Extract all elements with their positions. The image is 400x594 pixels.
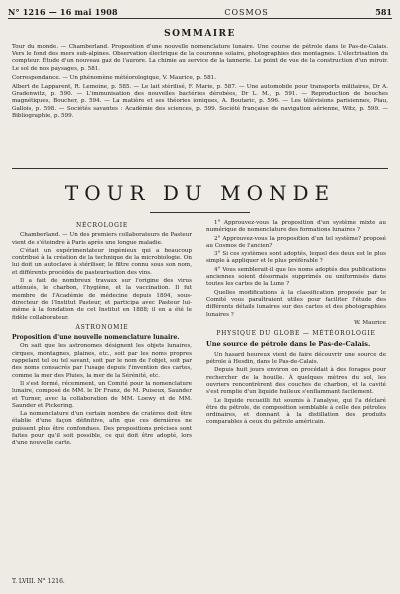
author-signature: W. Maurice [354, 319, 386, 326]
page-header [8, 6, 392, 19]
nomenclature-title: Proposition d'une nouvelle nomenclature lunaire. [12, 334, 180, 342]
petrole-paragraph: Depuis huit jours environ on procédait à des forages pour rechercher de la houille. À quelques mètres du sol, les ouvriers rencontrèrent des couches de charbon, et la cavité s'est remplie d'un liquide huileux s'enflammant facilement. [206, 367, 386, 396]
question-paragraph: 4° Vous semblerait-il que les noms adoptés des publications anciennes soient désormais supprimés ou uniformisés dans toutes les cartes de la Lune ? [206, 266, 386, 288]
nomenclature-paragraph: On sait que les astronomes désignent les objets lunaires, cirques, montagnes, plaines, etc., soit par les noms propres rappelant tel ou tel savant, soit par le nom de l'objet, soit par des noms consacrés par l'usage depuis l'invention des cartes, comme la mer des Pluies, la mer de la Sérénité, etc. [12, 343, 192, 379]
section-title: TOUR DU MONDE [64, 181, 336, 205]
sommaire-paragraph: Albert de Lapparent, R. Lemoine, p. 585. — Le lait stérilisé, F. Marie, p. 587. — Une automobile pour transports militaires, Dr A. Gradenwitz, p. 590. — L'immunisation des nouvelles bactéries dérobées, Dr L. M., p. 591. — Reproduction de bouches magnétiques, Boucher, p. 594. — La matière et ses théories ioniques, A. Boutaric, p. 596. — Les télévisions parisiennes, Piau, Gallois, p. 598. — Sociétés savantes : Académie des sciences, p. 599. Société française de navigation aérienne, Witz, p. 599. — Bibliographie, p. 599. [12, 84, 388, 119]
sommaire-body [12, 44, 388, 122]
nomenclature-paragraph: Il s'est formé, récemment, un Comité pour la nomenclature lunaire, composé de MM. le Dr Franz, de M. Puiseux, Saunder et Turner, avec la collaboration de MM. Loewy et de MM. Saunder et Pickering. [12, 380, 192, 409]
physique-heading: PHYSIQUE DU GLOBE — MÉTÉOROLOGIE [216, 330, 376, 338]
page-number: 581 [375, 7, 392, 17]
petrole-paragraph: Un hasard heureux vient de faire découvrir une source de pétrole à Hesdin, dans le Pas-de-Calais. [206, 351, 386, 366]
sommaire-paragraph: Correspondance. — Un phénomène météorologique, V. Maurice, p. 581. [12, 74, 216, 81]
left-column [12, 220, 192, 449]
issue-number: N° 1216 — 16 mai 1908 [8, 7, 118, 17]
question-paragraph: 3° Si ces systèmes sont adoptés, lequel des deux est le plus simple à appliquer et le plus préférable ? [206, 251, 386, 265]
volume-footer: T. LVIII. N° 1216. [12, 578, 65, 585]
petrole-paragraph: Le liquide recueilli fut soumis à l'analyse, qui l'a déclaré être du pétrole, de composition semblable à celle des pétroles ordinaires, et donnant à la distillation des produits comparables à ceux du pétrole américain. [206, 397, 386, 426]
petrole-title: Une source de pétrole dans le Pas-de-Calais. [206, 340, 371, 349]
nomenclature-paragraph: La nomenclature d'un certain nombre de cratères doit être établie d'une façon définitive, afin que ces dernières ne puissent plus être confondues. Des propositions précises sont faites pour qu'il soit possible, ce qui doit être adopté, lors d'une nouvelle carte. [12, 411, 192, 447]
necrologie-paragraph: Il a fait de nombreux travaux sur l'origine des virus atténués, le charbon, l'hygiène, et la vaccination. Il fut membre de l'Académie de médecine depuis 1894, sous-directeur de l'Institut Pasteur, et participa avec Pasteur lui-même à la fondation de cet Institut en 1888; il en a été le fidèle collaborateur. [12, 278, 192, 321]
question-paragraph: 2° Approuvez-vous la proposition d'un tel système? proposé au Cosmos de l'ancien? [206, 235, 386, 249]
sommaire-title: SOMMAIRE [164, 29, 236, 39]
sommaire-paragraph: Tour du monde. — Chamberland. Proposition d'une nouvelle nomenclature lunaire. Une course de pétrole dans le Pas-de-Calais. Vers le fond des mers sub-alpines. Observation électrique de la couronne solaire, photographies des montagnes. L'électrisation du compteur. Étude d'un nouveau gaz de l'aurore. La chimie au service de la tannerie. Le point de vue de la construction d'un miroir. Le sol de nos paysages, p. 581. [12, 44, 388, 72]
right-column [206, 220, 386, 428]
astronomie-heading: ASTRONOMIE [75, 323, 129, 331]
necrologie-paragraph: Chamberland. — Un des premiers collaborateurs de Pasteur vient de s'éteindre à Paris après une longue maladie. [12, 232, 192, 246]
title-divider [150, 212, 250, 213]
journal-name: COSMOS [224, 7, 269, 17]
necrologie-heading: NÉCROLOGIE [75, 222, 129, 229]
question-paragraph: 1° Approuvez-vous la proposition d'un système mixte au numérique de nomenclature des formations lunaires ? [206, 220, 386, 234]
necrologie-paragraph: C'était un expérimentateur ingénieux qui a beaucoup contribué à la création de la technique de la microbiologie. On lui doit un autoclave à stériliser, le filtre connu sous son nom, et différents procédés de pasteurisation des vins. [12, 247, 192, 276]
section-divider [12, 168, 388, 169]
question-paragraph: Quelles modifications à la classification proposée par le Comité vous paraîtraient utiles pour faciliter l'étude des différents détails lunaires sur des cartes et des photographies lunaires ? [206, 289, 386, 318]
